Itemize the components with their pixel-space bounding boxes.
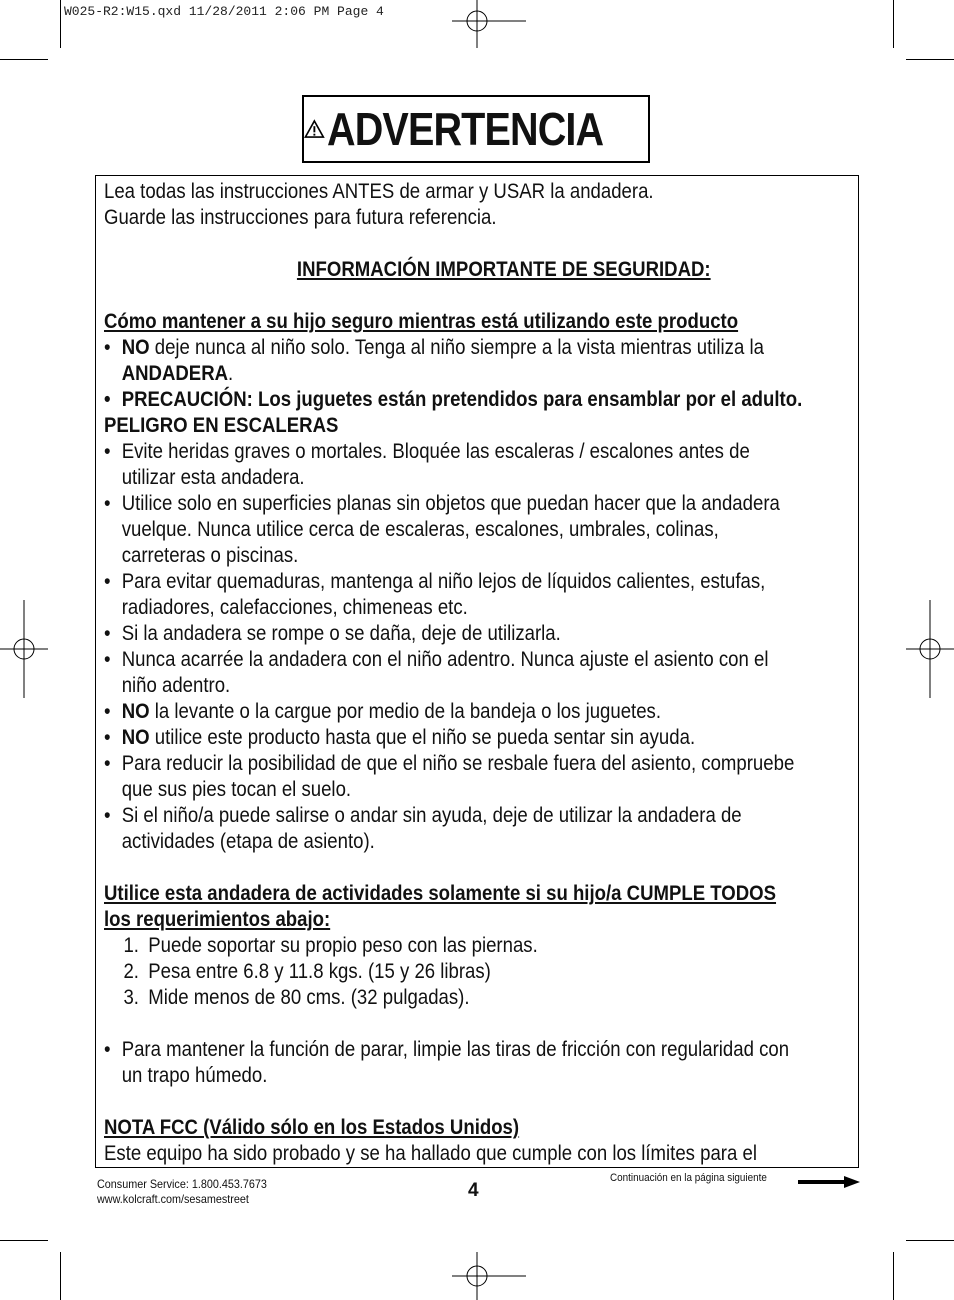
list-item: • Para mantener la función de parar, limpie las tiras de fricción con regularidad con un trapo húmedo. (104, 1038, 790, 1087)
list-item: • Para evitar quemaduras, mantenga al niño lejos de líquidos calientes, estufas, radiadores, calefacciones, chimeneas etc. (104, 570, 766, 619)
instructions-text (104, 179, 847, 1167)
continued-note: Continuación en la página siguiente (610, 1172, 767, 1184)
consumer-service: Consumer Service: 1.800.453.7673 (97, 1177, 267, 1191)
list-item: • NO utilice este producto hasta que el niño se pueda sentar sin ayuda. (104, 726, 696, 749)
registration-mark-icon (452, 1252, 526, 1300)
list-item: 2. Pesa entre 6.8 y 11.8 kgs. (15 y 26 libras) (123, 960, 491, 983)
warning-triangle-icon (304, 109, 325, 149)
stairs-heading: PELIGRO EN ESCALERAS (104, 414, 339, 437)
warning-banner (302, 95, 650, 163)
registration-mark-icon (0, 600, 48, 698)
safety-heading: INFORMACIÓN IMPORTANTE DE SEGURIDAD: (296, 258, 711, 281)
list-item: 1. Puede soportar su propio peso con las piernas. (123, 934, 538, 957)
fcc-heading: NOTA FCC (Válido sólo en los Estados Unidos) (104, 1116, 520, 1139)
crop-mark (906, 1240, 954, 1241)
list-item: • Si el niño/a puede salirse o andar sin ayuda, deje de utilizar la andadera de actividades (etapa de asiento). (104, 804, 742, 853)
warning-title: ADVERTENCIA (326, 103, 604, 155)
list-item: • Para reducir la posibilidad de que el niño se resbale fuera del asiento, compruebe que sus pies tocan el suelo. (104, 752, 795, 801)
page-number: 4 (468, 1180, 479, 1201)
list-item: • Evite heridas graves o mortales. Bloquée las escaleras / escalones antes de utilizar esta andadera. (104, 440, 750, 489)
list-item: • PRECAUCIÓN: Los juguetes están pretendidos para ensamblar por el adulto. (104, 388, 803, 411)
list-item: • NO la levante o la cargue por medio de la bandeja o los juguetes. (104, 700, 662, 723)
list-item: • NO deje nunca al niño solo. Tenga al niño siempre a la vista mientras utiliza la ANDADERA. (104, 336, 764, 385)
crop-mark (60, 1252, 61, 1300)
requirements-heading: Utilice esta andadera de actividades solamente si su hijo/a CUMPLE TODOS los requerimientos abajo: (104, 882, 777, 931)
crop-mark (893, 0, 894, 48)
keep-safe-heading: Cómo mantener a su hijo seguro mientras está utilizando este producto (104, 310, 739, 333)
file-slug: W025-R2:W15.qxd 11/28/2011 2:06 PM Page 4 (64, 4, 384, 19)
registration-mark-icon (906, 600, 954, 698)
list-item: • Si la andadera se rompe o se daña, deje de utilizarla. (104, 622, 561, 645)
crop-mark (60, 0, 61, 48)
registration-mark-icon (452, 0, 526, 48)
list-item: • Utilice solo en superficies planas sin objetos que puedan hacer que la andadera vuelque. Nunca utilice cerca de escaleras, escalones, umbrales, colinas, carreteras o piscinas. (104, 492, 780, 567)
list-item: 3. Mide menos de 80 cms. (32 pulgadas). (123, 986, 470, 1009)
footer-contact (97, 1177, 267, 1207)
intro-line: Guarde las instrucciones para futura referencia. (104, 206, 497, 229)
crop-mark (0, 1240, 48, 1241)
crop-mark (0, 59, 48, 60)
crop-mark (906, 59, 954, 60)
instructions-box (95, 175, 859, 1168)
list-item: • Nunca acarrée la andadera con el niño adentro. Nunca ajuste el asiento con el niño adentro. (104, 648, 769, 697)
arrow-right-icon (798, 1176, 860, 1188)
intro-line: Lea todas las instrucciones ANTES de armar y USAR la andadera. (104, 180, 654, 203)
website-link[interactable]: www.kolcraft.com/sesamestreet (97, 1192, 249, 1206)
fcc-text: Este equipo ha sido probado y se ha hallado que cumple con los límites para el (104, 1142, 757, 1165)
crop-mark (893, 1252, 894, 1300)
